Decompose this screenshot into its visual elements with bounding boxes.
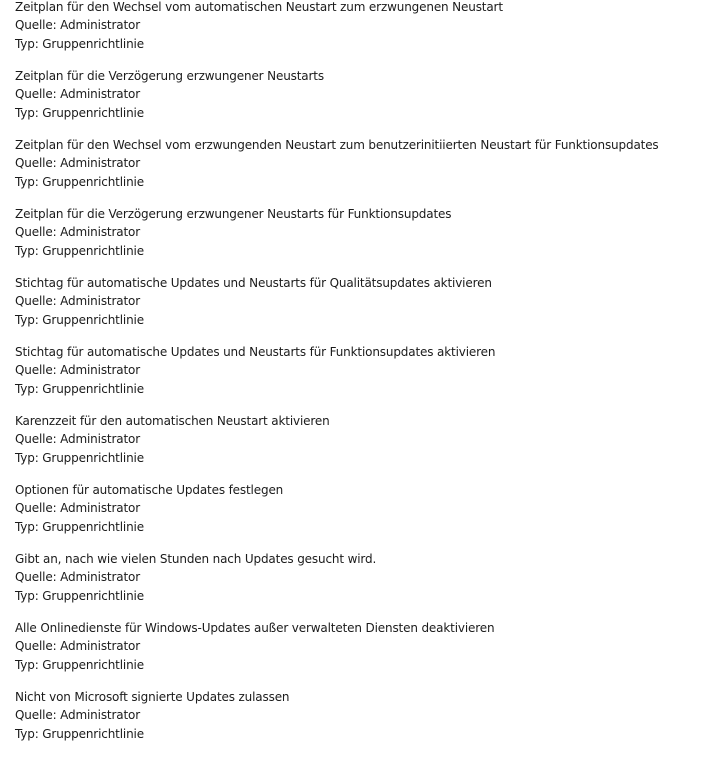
policy-source: Quelle: Administrator xyxy=(15,501,140,516)
policy-title: Zeitplan für den Wechsel vom erzwungenden Neustart zum benutzerinitiierten Neustart für Funktionsupdates xyxy=(15,138,659,152)
policy-source: Quelle: Administrator xyxy=(15,156,140,171)
policy-title: Optionen für automatische Updates festlegen xyxy=(15,483,284,497)
policy-title: Gibt an, nach wie vielen Stunden nach Updates gesucht wird. xyxy=(15,552,377,566)
policy-source: Quelle: Administrator xyxy=(15,18,140,33)
policy-entry xyxy=(15,481,720,550)
policy-title: Stichtag für automatische Updates und Neustarts für Funktionsupdates aktivieren xyxy=(15,345,496,359)
policy-entry xyxy=(15,550,720,619)
policy-type: Typ: Gruppenrichtlinie xyxy=(15,174,144,189)
policy-source: Quelle: Administrator xyxy=(15,708,140,723)
policy-entry xyxy=(15,136,720,205)
policy-type: Typ: Gruppenrichtlinie xyxy=(15,36,144,51)
policy-entry xyxy=(15,274,720,343)
policy-title: Zeitplan für die Verzögerung erzwungener Neustarts für Funktionsupdates xyxy=(15,207,452,221)
policy-type: Typ: Gruppenrichtlinie xyxy=(15,450,144,465)
policy-type: Typ: Gruppenrichtlinie xyxy=(15,588,144,603)
policy-type: Typ: Gruppenrichtlinie xyxy=(15,381,144,396)
policy-type: Typ: Gruppenrichtlinie xyxy=(15,519,144,534)
policy-source: Quelle: Administrator xyxy=(15,363,140,378)
policy-entry xyxy=(15,67,720,136)
policy-title: Zeitplan für die Verzögerung erzwungener Neustarts xyxy=(15,69,324,83)
policy-source: Quelle: Administrator xyxy=(15,294,140,309)
policy-title: Stichtag für automatische Updates und Neustarts für Qualitätsupdates aktivieren xyxy=(15,276,492,290)
policy-entry xyxy=(15,619,720,688)
policy-entry xyxy=(15,412,720,481)
policy-type: Typ: Gruppenrichtlinie xyxy=(15,657,144,672)
policy-title: Karenzzeit für den automatischen Neustart aktivieren xyxy=(15,414,330,428)
policy-source: Quelle: Administrator xyxy=(15,639,140,654)
policy-source: Quelle: Administrator xyxy=(15,225,140,240)
policy-type: Typ: Gruppenrichtlinie xyxy=(15,726,144,741)
policy-entry xyxy=(15,0,720,67)
policy-title: Nicht von Microsoft signierte Updates zulassen xyxy=(15,690,290,704)
policy-list xyxy=(15,0,720,757)
policy-source: Quelle: Administrator xyxy=(15,432,140,447)
policy-type: Typ: Gruppenrichtlinie xyxy=(15,243,144,258)
policy-source: Quelle: Administrator xyxy=(15,570,140,585)
policy-title: Zeitplan für den Wechsel vom automatischen Neustart zum erzwungenen Neustart xyxy=(15,0,503,14)
policy-title: Alle Onlinedienste für Windows-Updates außer verwalteten Diensten deaktivieren xyxy=(15,621,495,635)
policy-type: Typ: Gruppenrichtlinie xyxy=(15,312,144,327)
policy-source: Quelle: Administrator xyxy=(15,87,140,102)
policy-entry xyxy=(15,205,720,274)
policy-entry xyxy=(15,343,720,412)
policy-type: Typ: Gruppenrichtlinie xyxy=(15,105,144,120)
policy-entry xyxy=(15,688,720,757)
